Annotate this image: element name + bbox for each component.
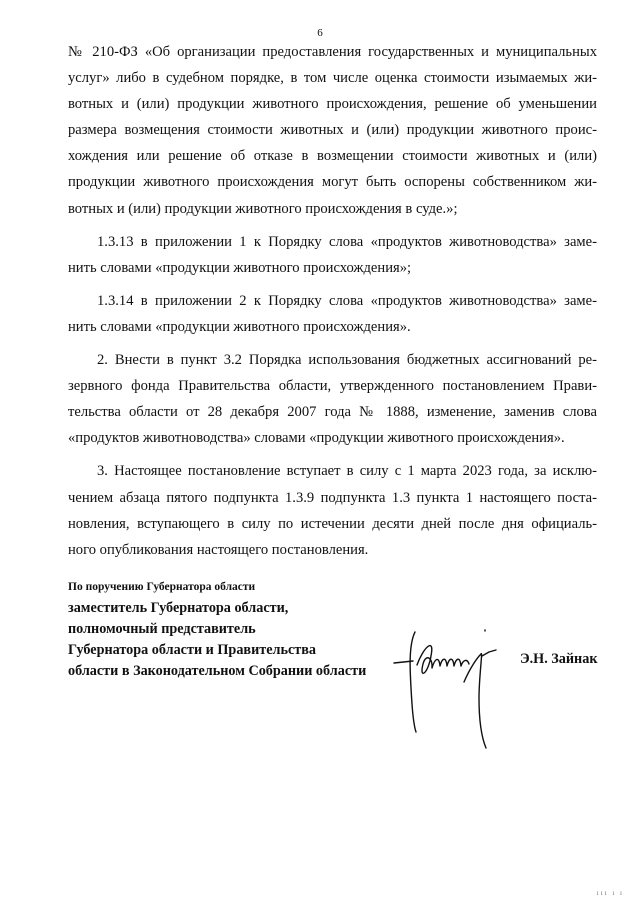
paragraph-line: № 210-ФЗ «Об организации предоставления государственных и муниципальных (68, 44, 597, 60)
signatory-name: Э.Н. Зайнак (520, 651, 598, 667)
position-line: Губернатора области и Правительства (68, 642, 316, 658)
paragraph-line: «продуктов животноводства» словами «продукции животного происхождения». (68, 430, 565, 447)
paragraph-line: 2. Внести в пункт 3.2 Порядка использования бюджетных ассигнований ре- (97, 352, 597, 369)
position-line: заместитель Губернатора области, (68, 600, 289, 616)
paragraph-line: тельства области от 28 декабря 2007 года № 1888, изменение, заменив слова (68, 404, 597, 421)
paragraph-line: вотных и (или) продукции животного происхождения, решение об уменьшении (68, 96, 597, 113)
paragraph-line: размера возмещения стоимости животных и (или) продукции животного проис- (68, 122, 597, 139)
paragraph-line: 1.3.13 в приложении 1 к Порядку слова «продуктов животноводства» заме- (97, 233, 597, 250)
paragraph-line: нить словами «продукции животного происхождения»; (68, 259, 412, 276)
paragraph-line: чением абзаца пятого подпункта 1.3.9 подпункта 1.3 пункта 1 настоящего поста- (68, 489, 597, 506)
paragraph-line: 3. Настоящее постановление вступает в силу с 1 марта 2023 года, за исклю- (97, 463, 597, 480)
paragraph-line: новления, вступающего в силу по истечении десяти дней после дня официаль- (68, 515, 597, 532)
paragraph-line: продукции животного происхождения могут быть оспорены собственником жи- (68, 174, 597, 191)
footer-marks: ııı ı ı (596, 889, 624, 897)
paragraph-line: нить словами «продукции животного происхождения». (68, 318, 411, 335)
document-body (68, 39, 597, 563)
position-line: области в Законодательном Собрании области (68, 663, 367, 679)
paragraph-line: вотных и (или) продукции животного происхождения в суде.»; (68, 200, 458, 217)
signatory-position (68, 598, 366, 682)
page-number: 6 (317, 27, 323, 39)
signature-instruction: По поручению Губернатора области (68, 581, 256, 593)
paragraph-line: хождения или решение об отказе в возмещении стоимости животных и (или) (68, 148, 597, 165)
position-line: полномочный представитель (68, 621, 256, 637)
paragraph-line: ного опубликования настоящего постановления. (68, 541, 369, 558)
paragraph-line: зервного фонда Правительства области, утвержденного постановлением Прави- (68, 378, 597, 395)
paragraph-line: услуг» либо в судебном порядке, в том числе оценка стоимости изымаемых жи- (68, 70, 597, 87)
handwritten-signature (393, 618, 505, 750)
paragraph-line: 1.3.14 в приложении 2 к Порядку слова «продуктов животноводства» заме- (97, 292, 597, 309)
